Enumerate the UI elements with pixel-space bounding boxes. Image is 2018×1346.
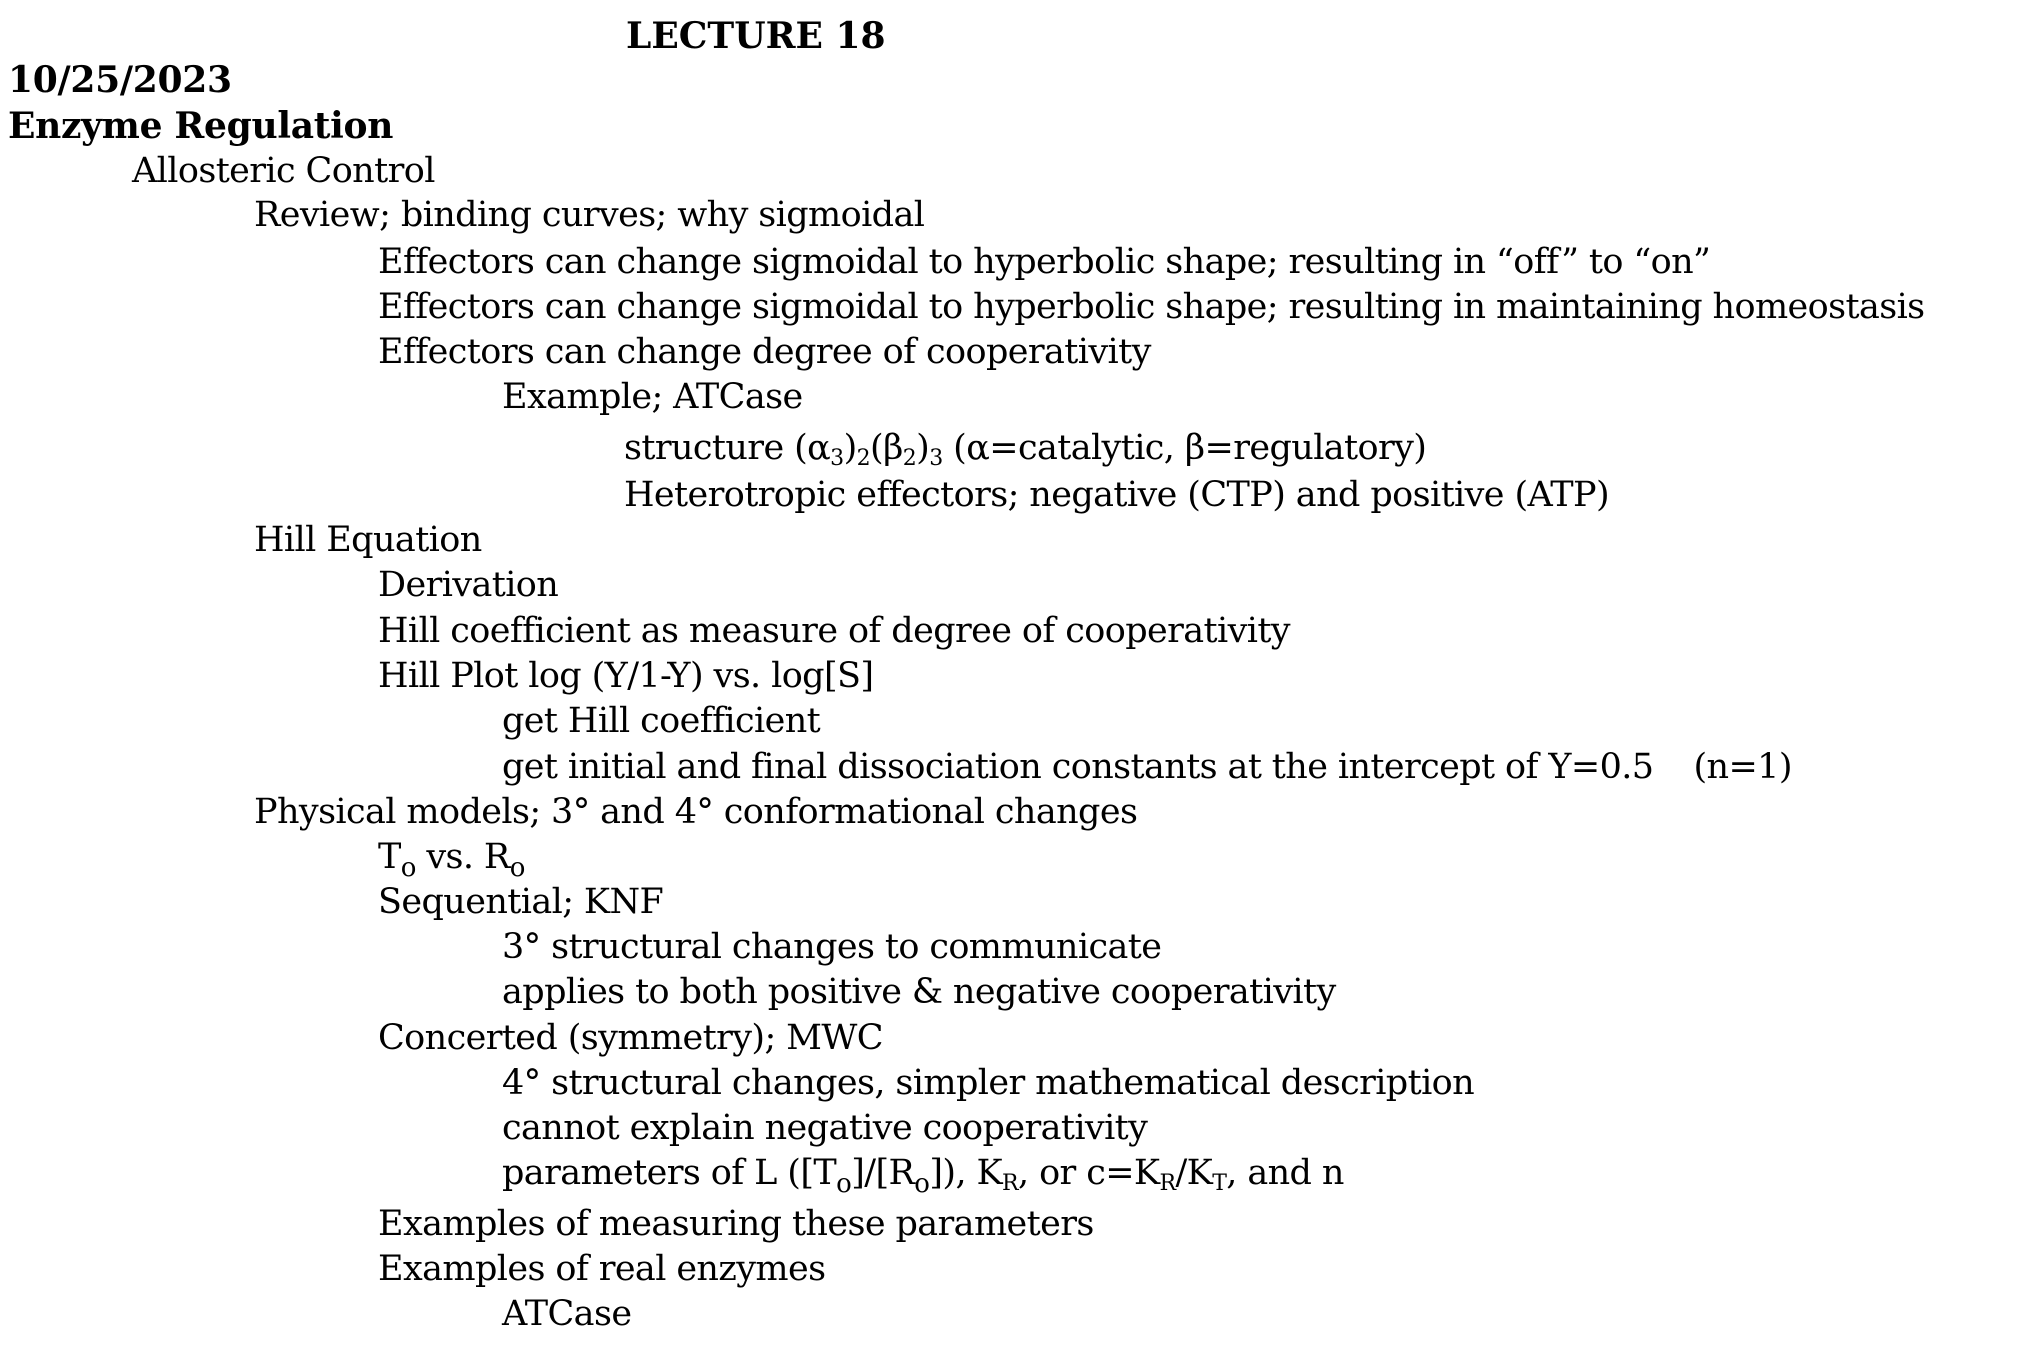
outline-get-dissociation-constants: get initial and final dissociation constants at the intercept of Y=0.5 (n=1)	[502, 747, 1792, 787]
lecture-date: 10/25/2023	[8, 59, 232, 101]
outline-effectors-on-off: Effectors can change sigmoidal to hyperbolic shape; resulting in “off” to “on”	[378, 242, 1711, 282]
outline-effectors-cooperativity: Effectors can change degree of cooperativity	[378, 332, 1151, 372]
outline-hill-coefficient: Hill coefficient as measure of degree of cooperativity	[378, 611, 1290, 651]
outline-review: Review; binding curves; why sigmoidal	[254, 195, 925, 235]
topic-heading: Enzyme Regulation	[8, 105, 394, 147]
outline-concerted-point-2: cannot explain negative cooperativity	[502, 1108, 1148, 1148]
outline-hill-plot: Hill Plot log (Y/1-Y) vs. log[S]	[378, 656, 874, 696]
outline-real-enzymes: Examples of real enzymes	[378, 1249, 826, 1289]
lecture-title: LECTURE 18	[626, 15, 886, 57]
outline-concerted-point-1: 4° structural changes, simpler mathematical description	[502, 1063, 1475, 1103]
outline-sequential-point-2: applies to both positive & negative cooperativity	[502, 972, 1336, 1012]
outline-sequential-knf: Sequential; KNF	[378, 882, 664, 922]
outline-derivation: Derivation	[378, 565, 559, 605]
outline-hill-equation: Hill Equation	[254, 520, 482, 560]
outline-mwc-parameters: parameters of L $([T_o]/[R_o])$, $K_R$, or $c=K_R/K_T$, and n	[502, 1153, 1344, 1199]
outline-t-vs-r: $T_o$ vs. $R_o$	[378, 837, 525, 883]
outline-atcase-structure: structure $(\alpha_3)_2(\beta_2)_3$ (α=catalytic, β=regulatory)	[624, 428, 1427, 471]
outline-allosteric-control: Allosteric Control	[132, 151, 435, 191]
outline-heterotropic-effectors: Heterotropic effectors; negative (CTP) and positive (ATP)	[624, 475, 1610, 515]
outline-atcase: ATCase	[502, 1294, 632, 1334]
outline-example-atcase: Example; ATCase	[502, 377, 803, 417]
outline-concerted-mwc: Concerted (symmetry); MWC	[378, 1018, 883, 1058]
outline-effectors-homeostasis: Effectors can change sigmoidal to hyperbolic shape; resulting in maintaining homeostasis	[378, 287, 1925, 327]
outline-physical-models: Physical models; 3° and 4° conformational changes	[254, 792, 1138, 832]
outline-sequential-point-1: 3° structural changes to communicate	[502, 927, 1162, 967]
outline-get-hill-coefficient: get Hill coefficient	[502, 701, 821, 741]
outline-n-equals-one: (n=1)	[1693, 747, 1792, 787]
outline-measuring-parameters: Examples of measuring these parameters	[378, 1204, 1094, 1244]
